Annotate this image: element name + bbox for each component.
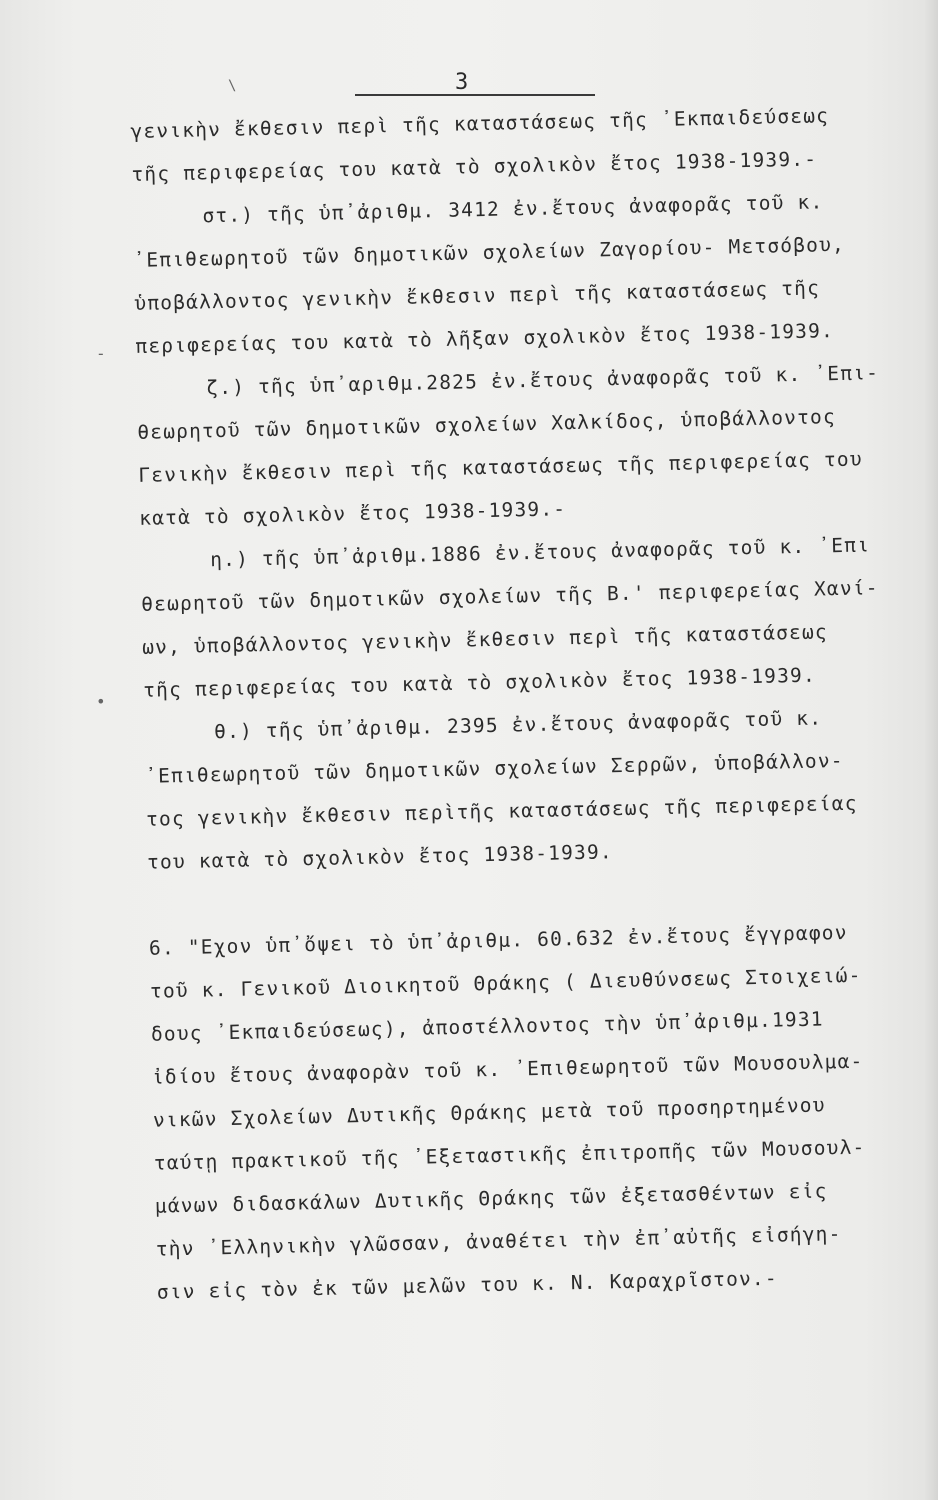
page-number-rule bbox=[355, 94, 595, 96]
scan-mark: • bbox=[96, 692, 106, 711]
text-line: ων, ὑποβάλλοντος γενικὴν ἔκθεσιν περὶ τῆς καταστάσεως bbox=[141, 620, 829, 659]
text-line: ᾿Επιθεωρητοῦ τῶν δημοτικῶν σχολείων Ζαγορίου- Μετσόβου, bbox=[133, 232, 846, 272]
text-line: τοῦ κ. Γενικοῦ Διοικητοῦ Θράκης ( Διευθύνσεως Στοιχειώ- bbox=[149, 963, 862, 1003]
page-number bbox=[355, 70, 595, 98]
text-line: ὑποβάλλοντος γενικὴν ἔκθεσιν περὶ τῆς καταστάσεως τῆς bbox=[134, 276, 821, 315]
text-line: θ.) τῆς ὑπ᾿ἀριθμ. 2395 ἐν.ἔτους ἀναφορᾶς τοῦ κ. bbox=[213, 706, 823, 744]
page-number-text: 3 bbox=[455, 70, 469, 95]
text-line: η.) τῆς ὑπ᾿ἀριθμ.1886 ἐν.ἔτους ἀναφορᾶς τοῦ κ. ᾿Επι bbox=[209, 533, 871, 572]
text-line: στ.) τῆς ὑπ᾿ἀριθμ. 3412 ἐν.ἔτους ἀναφορᾶς τοῦ κ. bbox=[202, 190, 824, 228]
scan-mark: - bbox=[96, 344, 106, 363]
text-line: θεωρητοῦ τῶν δημοτικῶν σχολείων Χαλκίδος, ὑποβάλλοντος bbox=[137, 405, 837, 444]
text-line: δους ᾿Εκπαιδεύσεως), ἀποστέλλοντος τὴν ὑπ᾿ἀριθμ.1931 bbox=[150, 1007, 824, 1046]
text-line: ζ.) τῆς ὑπ᾿αριθμ.2825 ἐν.ἔτους ἀναφορᾶς τοῦ κ. ᾿Επι- bbox=[206, 361, 880, 400]
text-line: Γενικὴν ἔκθεσιν περὶ τῆς καταστάσεως τῆς περιφερείας του bbox=[138, 447, 864, 487]
text-line: σιν εἰς τὸν ἐκ τῶν μελῶν του κ. Ν. Καραχρῖστον.- bbox=[156, 1266, 779, 1304]
text-line: τῆς περιφερείας του κατὰ τὸ σχολικὸν ἔτος 1938-1939. bbox=[142, 663, 817, 702]
text-line: ἰδίου ἔτους ἀναφορὰν τοῦ κ. ᾿Επιθεωρητοῦ τῶν Μουσουλμα- bbox=[151, 1049, 864, 1089]
text-line: νικῶν Σχολείων Δυτικῆς Θράκης μετὰ τοῦ προσηρτημένου bbox=[152, 1093, 826, 1132]
text-line: περιφερείας του κατὰ τὸ λῆξαν σχολικὸν ἔτος 1938-1939. bbox=[135, 319, 835, 358]
text-line: ταύτῃ πρακτικοῦ τῆς ᾿Εξεταστικῆς ἐπιτροπῆς τῶν Μουσουλ- bbox=[153, 1135, 866, 1175]
text-line: του κατὰ τὸ σχολικὸν ἔτος 1938-1939. bbox=[146, 840, 614, 874]
text-line: γενικὴν ἔκθεσιν περὶ τῆς καταστάσεως τῆς ᾿Εκπαιδεύσεως bbox=[130, 104, 830, 143]
document-body bbox=[130, 92, 938, 1314]
text-line: τος γενικὴν ἔκθεσιν περὶτῆς καταστάσεως τῆς περιφερείας bbox=[145, 791, 858, 831]
text-line: κατὰ τὸ σχολικὸν ἔτος 1938-1939.- bbox=[139, 497, 567, 530]
text-line: μάνων διδασκάλων Δυτικῆς Θράκης τῶν ἐξετασθέντων εἰς bbox=[154, 1179, 828, 1218]
scan-mark: \ bbox=[228, 78, 237, 94]
text-line: τῆς περιφερείας του κατὰ τὸ σχολικὸν ἔτος 1938-1939.- bbox=[131, 147, 818, 186]
text-line: τὴν ᾿Ελληνικὴν γλῶσσαν, ἀναθέτει τὴν ἐπ᾿αὐτῆς εἰσήγη- bbox=[155, 1222, 842, 1261]
text-line: 6. "Εχον ὑπ᾿ὄψει τὸ ὑπ᾿ἀριθμ. 60.632 ἐν.ἔτους ἔγγραφον bbox=[148, 920, 848, 960]
text-line: θεωρητοῦ τῶν δημοτικῶν σχολείων τῆς Β.' περιφερείας Χανί- bbox=[140, 576, 879, 616]
text-line: ᾿Επιθεωρητοῦ τῶν δημοτικῶν σχολείων Σερρῶν, ὑποβάλλον- bbox=[144, 748, 844, 788]
